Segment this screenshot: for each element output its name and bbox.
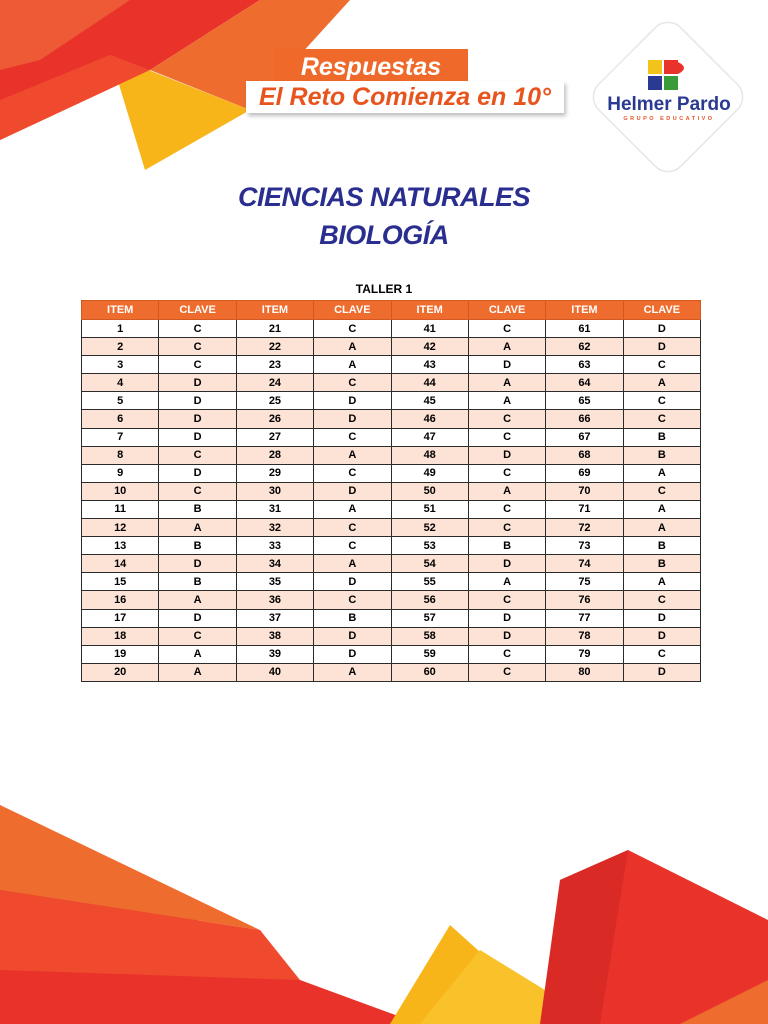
table-row	[82, 446, 701, 464]
item-number-cell: 18	[82, 627, 159, 645]
item-number-cell: 77	[546, 609, 623, 627]
answer-key-cell: C	[468, 464, 545, 482]
answer-key-cell: A	[314, 446, 391, 464]
answer-key-cell: B	[623, 555, 700, 573]
answer-key-cell: C	[468, 320, 545, 338]
item-number-cell: 71	[546, 500, 623, 518]
item-number-cell: 6	[82, 410, 159, 428]
answers-badge-label: Respuestas	[300, 53, 442, 81]
item-number-cell: 2	[82, 338, 159, 356]
answer-key-cell: B	[623, 537, 700, 555]
item-number-cell: 60	[391, 663, 468, 681]
item-number-cell: 72	[546, 519, 623, 537]
answer-key-cell: C	[314, 374, 391, 392]
answer-rows	[82, 320, 701, 682]
item-number-cell: 75	[546, 573, 623, 591]
item-number-cell: 49	[391, 464, 468, 482]
answer-key-cell: D	[314, 482, 391, 500]
answer-key-cell: A	[314, 500, 391, 518]
answer-key-cell: D	[159, 410, 236, 428]
answer-key-cell: A	[159, 591, 236, 609]
answer-key-cell: C	[468, 663, 545, 681]
answer-key-cell: A	[159, 663, 236, 681]
table-row	[82, 591, 701, 609]
item-number-cell: 35	[236, 573, 313, 591]
item-number-cell: 29	[236, 464, 313, 482]
item-number-cell: 3	[82, 356, 159, 374]
answer-key-cell: B	[623, 428, 700, 446]
answers-badge	[274, 49, 468, 85]
answer-key-cell: D	[159, 609, 236, 627]
table-row	[82, 392, 701, 410]
table-row	[82, 519, 701, 537]
item-number-cell: 37	[236, 609, 313, 627]
item-number-cell: 21	[236, 320, 313, 338]
challenge-subtitle-label: El Reto Comienza en 10°	[258, 83, 552, 111]
answer-key-cell: A	[623, 374, 700, 392]
item-number-cell: 45	[391, 392, 468, 410]
answer-key-cell: A	[623, 573, 700, 591]
item-number-cell: 39	[236, 645, 313, 663]
challenge-subtitle	[246, 81, 564, 113]
answer-key-cell: C	[159, 627, 236, 645]
header-clave-4: CLAVE	[623, 301, 700, 320]
answer-key-cell: D	[159, 374, 236, 392]
table-row	[82, 609, 701, 627]
item-number-cell: 12	[82, 519, 159, 537]
answer-key-cell: A	[468, 482, 545, 500]
item-number-cell: 8	[82, 446, 159, 464]
item-number-cell: 80	[546, 663, 623, 681]
answer-key-table	[81, 300, 701, 682]
item-number-cell: 36	[236, 591, 313, 609]
item-number-cell: 38	[236, 627, 313, 645]
answer-key-cell: C	[623, 410, 700, 428]
answer-key-cell: D	[314, 573, 391, 591]
table-row	[82, 356, 701, 374]
bottom-decoration	[0, 780, 768, 1024]
table-row	[82, 482, 701, 500]
item-number-cell: 17	[82, 609, 159, 627]
item-number-cell: 40	[236, 663, 313, 681]
answer-key-cell: B	[159, 573, 236, 591]
table-caption: TALLER 1	[355, 282, 413, 296]
item-number-cell: 9	[82, 464, 159, 482]
answer-key-cell: A	[468, 392, 545, 410]
answer-key-cell: C	[468, 410, 545, 428]
item-number-cell: 69	[546, 464, 623, 482]
answer-key-cell: D	[314, 627, 391, 645]
answer-key-cell: D	[468, 555, 545, 573]
answer-key-cell: D	[159, 392, 236, 410]
answer-key-cell: B	[623, 446, 700, 464]
item-number-cell: 30	[236, 482, 313, 500]
answer-key-cell: C	[159, 320, 236, 338]
item-number-cell: 46	[391, 410, 468, 428]
answer-key-cell: C	[159, 482, 236, 500]
item-number-cell: 43	[391, 356, 468, 374]
table-row	[82, 573, 701, 591]
answer-key-cell: D	[159, 428, 236, 446]
logo-mark-icon	[648, 60, 690, 94]
item-number-cell: 4	[82, 374, 159, 392]
item-number-cell: 61	[546, 320, 623, 338]
item-number-cell: 26	[236, 410, 313, 428]
answer-key-cell: A	[314, 338, 391, 356]
item-number-cell: 5	[82, 392, 159, 410]
answer-key-cell: D	[623, 320, 700, 338]
item-number-cell: 63	[546, 356, 623, 374]
item-number-cell: 76	[546, 591, 623, 609]
item-number-cell: 48	[391, 446, 468, 464]
item-number-cell: 64	[546, 374, 623, 392]
header-clave-1: CLAVE	[159, 301, 236, 320]
item-number-cell: 22	[236, 338, 313, 356]
answer-key-cell: C	[314, 428, 391, 446]
table-row	[82, 410, 701, 428]
item-number-cell: 52	[391, 519, 468, 537]
answer-key-cell: A	[159, 645, 236, 663]
table-row	[82, 338, 701, 356]
table-row	[82, 464, 701, 482]
item-number-cell: 13	[82, 537, 159, 555]
table-row	[82, 645, 701, 663]
answer-key-cell: D	[468, 356, 545, 374]
answer-key-cell: A	[623, 519, 700, 537]
answer-key-cell: C	[623, 356, 700, 374]
answer-key-cell: A	[468, 338, 545, 356]
answer-key-cell: C	[623, 591, 700, 609]
item-number-cell: 55	[391, 573, 468, 591]
table-header-row	[82, 301, 701, 320]
answer-key-cell: D	[468, 627, 545, 645]
item-number-cell: 32	[236, 519, 313, 537]
item-number-cell: 28	[236, 446, 313, 464]
item-number-cell: 74	[546, 555, 623, 573]
item-number-cell: 68	[546, 446, 623, 464]
header-clave-2: CLAVE	[314, 301, 391, 320]
item-number-cell: 14	[82, 555, 159, 573]
item-number-cell: 58	[391, 627, 468, 645]
answer-key-cell: C	[159, 446, 236, 464]
item-number-cell: 57	[391, 609, 468, 627]
item-number-cell: 27	[236, 428, 313, 446]
brand-name: Helmer Pardo	[607, 94, 731, 115]
answer-key-cell: D	[468, 446, 545, 464]
item-number-cell: 59	[391, 645, 468, 663]
item-number-cell: 73	[546, 537, 623, 555]
answer-key-cell: B	[159, 537, 236, 555]
answer-key-cell: D	[314, 645, 391, 663]
item-number-cell: 53	[391, 537, 468, 555]
item-number-cell: 42	[391, 338, 468, 356]
item-number-cell: 78	[546, 627, 623, 645]
header-item-1: ITEM	[82, 301, 159, 320]
table-row	[82, 555, 701, 573]
answer-key-cell: B	[159, 500, 236, 518]
item-number-cell: 62	[546, 338, 623, 356]
answer-key-cell: D	[314, 410, 391, 428]
answer-key-cell: C	[468, 500, 545, 518]
answer-key-cell: D	[623, 609, 700, 627]
item-number-cell: 41	[391, 320, 468, 338]
item-number-cell: 56	[391, 591, 468, 609]
answer-key-cell: D	[623, 627, 700, 645]
item-number-cell: 11	[82, 500, 159, 518]
item-number-cell: 34	[236, 555, 313, 573]
subject-subtitle: BIOLOGÍA	[319, 220, 449, 250]
answer-key-cell: C	[159, 338, 236, 356]
answer-key-cell: A	[314, 555, 391, 573]
answer-key-cell: C	[314, 464, 391, 482]
item-number-cell: 31	[236, 500, 313, 518]
table-row	[82, 374, 701, 392]
item-number-cell: 51	[391, 500, 468, 518]
item-number-cell: 16	[82, 591, 159, 609]
item-number-cell: 25	[236, 392, 313, 410]
table-row	[82, 537, 701, 555]
answer-key-cell: C	[468, 591, 545, 609]
answer-key-cell: A	[468, 573, 545, 591]
answer-key-cell: B	[468, 537, 545, 555]
answer-key-cell: C	[314, 537, 391, 555]
answer-key-cell: C	[314, 519, 391, 537]
table-row	[82, 500, 701, 518]
brand-tagline: GRUPO EDUCATIVO	[623, 116, 715, 122]
item-number-cell: 50	[391, 482, 468, 500]
answer-key-cell: D	[159, 555, 236, 573]
answer-key-cell: C	[468, 519, 545, 537]
answer-key-cell: A	[468, 374, 545, 392]
item-number-cell: 20	[82, 663, 159, 681]
answer-key-cell: C	[314, 591, 391, 609]
answer-key-cell: C	[468, 428, 545, 446]
answer-key-cell: C	[314, 320, 391, 338]
item-number-cell: 79	[546, 645, 623, 663]
answer-key-cell: A	[314, 663, 391, 681]
table-row	[82, 428, 701, 446]
answer-key-cell: C	[159, 356, 236, 374]
item-number-cell: 24	[236, 374, 313, 392]
answer-key-cell: D	[623, 338, 700, 356]
item-number-cell: 23	[236, 356, 313, 374]
item-number-cell: 54	[391, 555, 468, 573]
answer-key-cell: D	[314, 392, 391, 410]
table-row	[82, 320, 701, 338]
answer-key-cell: D	[159, 464, 236, 482]
answer-key-cell: A	[159, 519, 236, 537]
answer-key-cell: D	[468, 609, 545, 627]
item-number-cell: 10	[82, 482, 159, 500]
header-clave-3: CLAVE	[468, 301, 545, 320]
item-number-cell: 67	[546, 428, 623, 446]
table-row	[82, 663, 701, 681]
item-number-cell: 33	[236, 537, 313, 555]
item-number-cell: 19	[82, 645, 159, 663]
subject-title: CIENCIAS NATURALES	[237, 182, 530, 212]
answer-key-cell: C	[623, 482, 700, 500]
item-number-cell: 66	[546, 410, 623, 428]
answer-key-cell: A	[623, 464, 700, 482]
answer-key-cell: D	[623, 663, 700, 681]
answer-key-cell: C	[623, 645, 700, 663]
header-item-4: ITEM	[546, 301, 623, 320]
item-number-cell: 47	[391, 428, 468, 446]
item-number-cell: 15	[82, 573, 159, 591]
answer-key-cell: A	[623, 500, 700, 518]
header-item-3: ITEM	[391, 301, 468, 320]
item-number-cell: 65	[546, 392, 623, 410]
answer-key-cell: B	[314, 609, 391, 627]
answer-key-cell: C	[468, 645, 545, 663]
item-number-cell: 7	[82, 428, 159, 446]
item-number-cell: 70	[546, 482, 623, 500]
item-number-cell: 1	[82, 320, 159, 338]
header-item-2: ITEM	[236, 301, 313, 320]
answer-key-cell: C	[623, 392, 700, 410]
table-row	[82, 627, 701, 645]
answer-key-cell: A	[314, 356, 391, 374]
item-number-cell: 44	[391, 374, 468, 392]
